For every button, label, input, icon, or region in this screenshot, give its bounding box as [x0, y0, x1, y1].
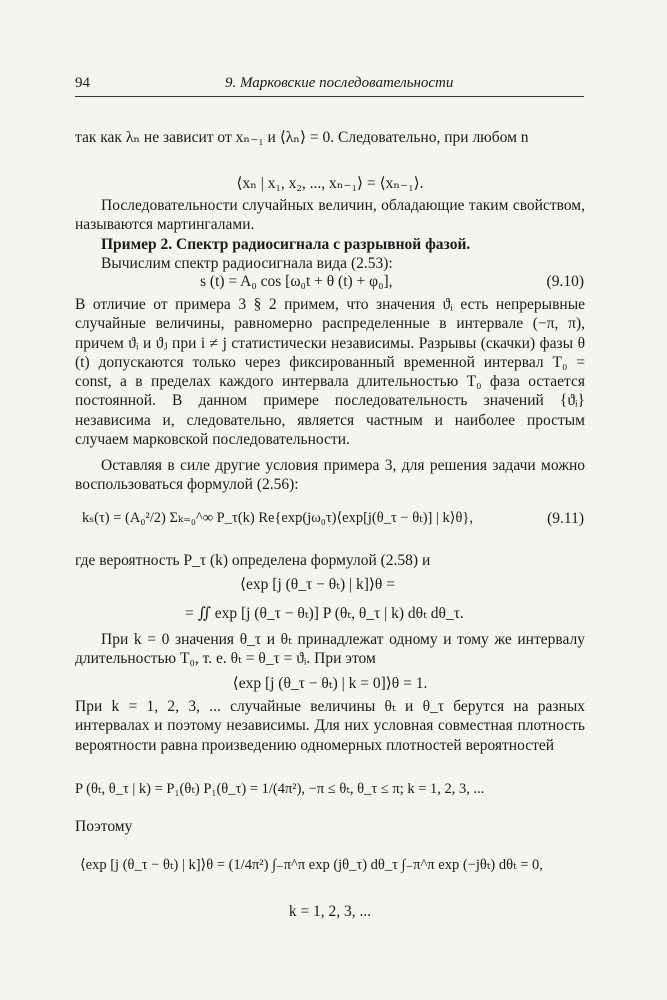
paragraph-5: Оставляя в силе другие условия примера 3, для решения задачи можно воспользоваться формулой (2.56):	[75, 457, 585, 494]
equation-k0: ⟨exp [j (θ_τ − θₜ) | k = 0]⟩θ = 1.	[232, 675, 428, 692]
paragraph-4: В отличие от примера 3 § 2 примем, что значения ϑᵢ есть непрерывные случайные величины, равномерно распределенные в интервале (−π, π), причем ϑᵢ и ϑⱼ при i ≠ j статистически независимы. Разрывы (скачки) фазы θ (t) допускаются только через фиксированный временной интервал T₀ = const, а в пределах каждого интервала длительностью T₀ фаза остается постоянной. В данном примере последовательность значений {ϑᵢ} независима и, следовательно, является частным и наиболее простым случаем марковской последовательности.	[75, 296, 585, 449]
paragraph-8: При k = 1, 2, 3, ... случайные величины θₜ и θ_τ берутся на разных интервалах и поэтому независимы. Для них условная совместная плотность вероятности равна произведению одномерных плотностей вероятностей	[75, 698, 585, 754]
equation-number-9-10: (9.10)	[546, 273, 584, 290]
running-title: 9. Марковские последовательности	[225, 75, 454, 91]
paragraph-2: Последовательности случайных величин, обладающие таким свойством, называются мартингалами.	[75, 197, 585, 234]
equation-9-10: s (t) = A₀ cos [ω₀t + θ (t) + φ₀],	[200, 273, 393, 290]
equation-martingale: ⟨xₙ | x₁, x₂, ..., xₙ₋₁⟩ = ⟨xₙ₋₁⟩.	[236, 175, 424, 192]
paragraph-3: Вычислим спектр радиосигнала вида (2.53):	[101, 255, 393, 272]
running-header	[75, 74, 584, 97]
example-heading: Пример 2. Спектр радиосигнала с разрывной фазой.	[101, 236, 471, 253]
equation-number-9-11: (9.11)	[547, 510, 584, 527]
equation-average-a: ⟨exp [j (θ_τ − θₜ) | k]⟩θ =	[240, 576, 395, 593]
equation-average-b: = ∬ exp [j (θ_τ − θₜ)] P (θₜ, θ_τ | k) dθₜ dθ_τ.	[185, 605, 464, 622]
paragraph-1: так как λₙ не зависит от xₙ₋₁ и ⟨λₙ⟩ = 0. Следовательно, при любом n	[75, 129, 529, 146]
paragraph-6: где вероятность P_τ (k) определена формулой (2.58) и	[75, 552, 431, 569]
page-number: 94	[75, 75, 90, 91]
paragraph-9: Поэтому	[75, 818, 133, 835]
equation-joint-density: P (θₜ, θ_τ | k) = P₁(θₜ) P₁(θ_τ) = 1/(4π²), −π ≤ θₜ, θ_τ ≤ π; k = 1, 2, 3, ...	[75, 781, 485, 797]
equation-zero-average: ⟨exp [j (θ_τ − θₜ) | k]⟩θ = (1/4π²) ∫₋π^π exp (jθ_τ) dθ_τ ∫₋π^π exp (−jθₜ) dθₜ = 0,	[80, 857, 543, 873]
equation-9-11: kₛ(τ) = (A₀²/2) Σₖ₌₀^∞ P_τ(k) Re{exp(jω₀τ)⟨exp[j(θ_τ − θₜ)] | k⟩θ},	[82, 510, 473, 526]
equation-k-range: k = 1, 2, 3, ...	[288, 903, 372, 920]
paragraph-7: При k = 0 значения θ_τ и θₜ принадлежат одному и тому же интервалу длительностью T₀, т. е. θₜ = θ_τ = ϑᵢ. При этом	[75, 631, 585, 668]
